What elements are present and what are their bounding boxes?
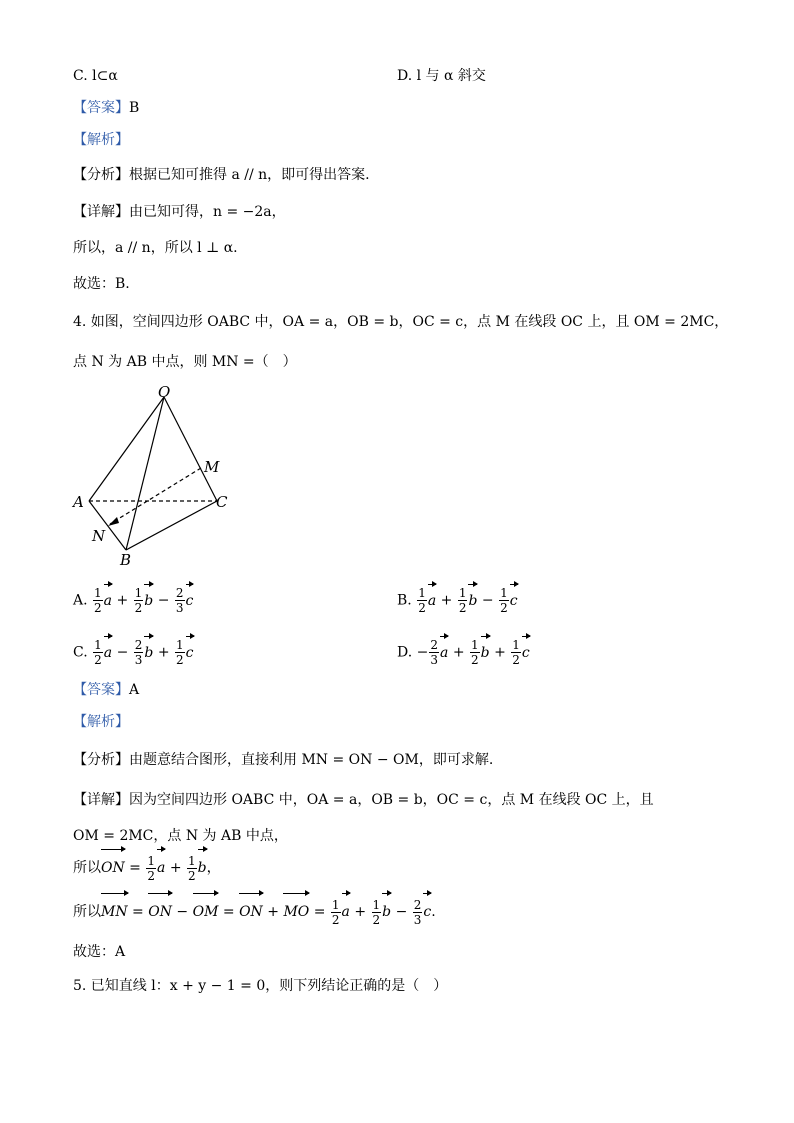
label-b: B bbox=[120, 551, 132, 569]
label-a: A bbox=[73, 493, 84, 511]
xiangjie-text: 由已知可得，n = −2a， bbox=[129, 204, 286, 220]
q4-xiangjie-line2: OM = 2MC，点 N 为 AB 中点， bbox=[73, 828, 288, 844]
q3-option-d: D. l 与 α 斜交 bbox=[397, 68, 486, 84]
fenxi-text: 由题意结合图形，直接利用 MN = ON − OM，即可求解. bbox=[129, 752, 494, 768]
edge-oc bbox=[164, 397, 217, 501]
q4-fenxi bbox=[73, 750, 493, 770]
q4-stem-line2: 点 N 为 AB 中点，则 MN =（ ） bbox=[73, 354, 297, 370]
q4-option-a: A. $\frac{1}{2}$ a + $\frac{1}{2}$ b − $\frac{2}{3}$ c bbox=[73, 586, 194, 615]
answer-value: A bbox=[129, 682, 140, 698]
answer-value: B bbox=[129, 100, 140, 116]
q4-option-c: C. $\frac{1}{2}$ a − $\frac{2}{3}$ b + $\frac{1}{2}$ c bbox=[73, 638, 194, 667]
label-c: C bbox=[216, 493, 228, 511]
q3-xiangjie bbox=[73, 202, 286, 222]
q3-answer bbox=[73, 98, 139, 118]
answer-tag: 【答案】 bbox=[73, 682, 129, 698]
answer-tag: 【答案】 bbox=[73, 100, 129, 116]
q4-so-line2: 所以MN = ON − OM = ON + MO = $\frac{1}{2}$ a + $\frac{1}{2}$ b − $\frac{2}{3}$ c. bbox=[73, 897, 436, 927]
q4-option-d: D. − $\frac{2}{3}$ a + $\frac{1}{2}$ b + $\frac{1}{2}$ c bbox=[397, 638, 530, 667]
q4-stem-line1: 4. 如图，空间四边形 OABC 中，OA = a，OB = b，OC = c，点 M 在线段 OC 上，且 OM = 2MC， bbox=[73, 314, 729, 330]
xiangjie-tag: 【详解】 bbox=[73, 792, 129, 808]
edge-oa bbox=[89, 397, 164, 501]
q3-so: 所以，a // n，所以 l ⊥ α. bbox=[73, 240, 238, 256]
fenxi-tag: 【分析】 bbox=[73, 752, 129, 768]
q5-stem: 5. 已知直线 l：x + y − 1 = 0，则下列结论正确的是（ ） bbox=[73, 978, 448, 994]
q4-xiangjie-line1 bbox=[73, 790, 654, 810]
q3-choose: 故选：B. bbox=[73, 276, 130, 292]
q4-so-line1: 所以ON = $\frac{1}{2}$ a + $\frac{1}{2}$ b， bbox=[73, 853, 221, 883]
xiangjie-tag: 【详解】 bbox=[73, 204, 129, 220]
q3-option-c: C. l⊂α bbox=[73, 68, 118, 84]
q4-option-b: B. $\frac{1}{2}$ a + $\frac{1}{2}$ b − $\frac{1}{2}$ c bbox=[397, 586, 518, 615]
xiangjie-text: 因为空间四边形 OABC 中，OA = a，OB = b，OC = c，点 M 在线段 OC 上，且 bbox=[129, 792, 654, 808]
q4-analysis-tag: 【解析】 bbox=[73, 714, 129, 730]
label-m: M bbox=[204, 458, 220, 476]
vector-mn-arrowhead bbox=[108, 517, 119, 526]
q4-answer bbox=[73, 680, 139, 700]
edge-ob bbox=[126, 397, 164, 550]
tetrahedron-figure bbox=[70, 385, 240, 570]
fenxi-text: 根据已知可推得 a // n，即可得出答案. bbox=[129, 167, 370, 183]
vector-mn bbox=[110, 468, 201, 524]
q4-choose: 故选：A bbox=[73, 944, 126, 960]
fenxi-tag: 【分析】 bbox=[73, 167, 129, 183]
q3-fenxi bbox=[73, 165, 370, 185]
edge-bc bbox=[126, 501, 217, 550]
q3-analysis-tag: 【解析】 bbox=[73, 132, 129, 148]
label-n: N bbox=[92, 527, 106, 545]
label-o: O bbox=[158, 385, 171, 401]
